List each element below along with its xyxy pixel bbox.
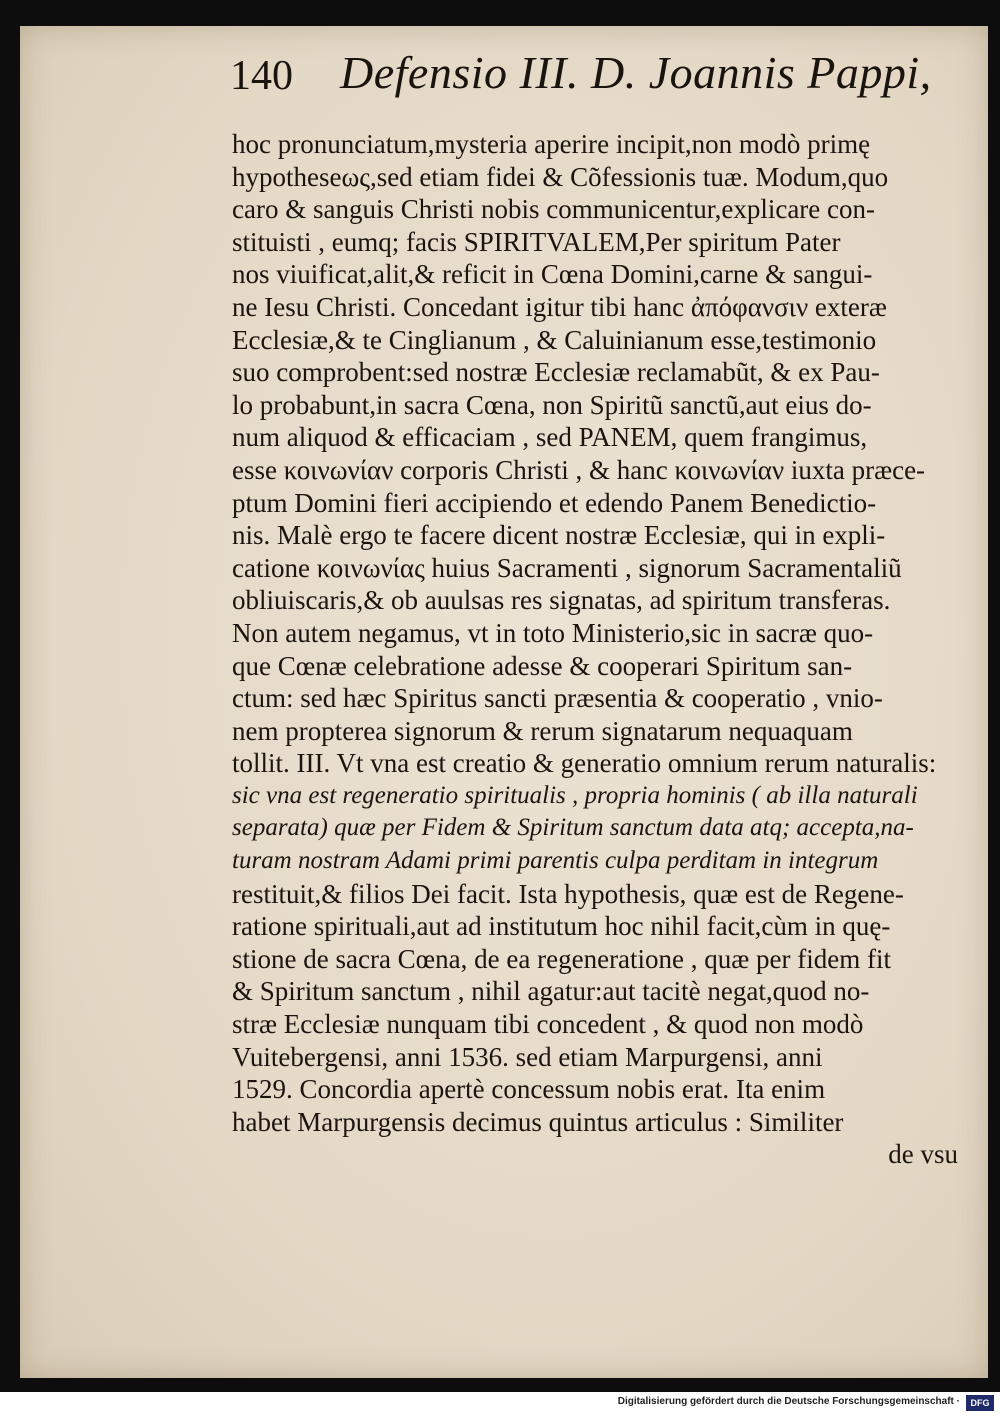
text-line: hoc pronunciatum,mysteria aperire incipit,non modò primę — [232, 129, 871, 159]
text-line: tollit. III. Vt vna est creatio & generatio omnium rerum naturalis: — [232, 748, 937, 779]
italic-text-line: separata) quæ per Fidem & Spiritum sanctum data atq; accepta,na- — [232, 814, 914, 842]
text-line: restituit,& filios Dei facit. Ista hypothesis, quæ est de Regene- — [232, 878, 904, 909]
text-line: hypotheseως,sed etiam fidei & Cõfessionis tuæ. Modum,quo — [232, 161, 889, 192]
text-line: obliuiscaris,& ob auulsas res signatas, ad spiritum transferas. — [232, 585, 891, 616]
page-number: 140 — [230, 53, 293, 99]
text-line: ne Iesu Christi. Concedant igitur tibi hanc ἀπόφανσιν exteræ — [232, 291, 887, 322]
text-line: Vuitebergensi, anni 1536. sed etiam Marpurgensi, anni — [232, 1041, 823, 1072]
page-header — [212, 44, 932, 114]
text-line: suo comprobent:sed nostræ Ecclesiæ reclamabũt, & ex Pau- — [232, 357, 880, 388]
italic-text-line: turam nostram Adami primi parentis culpa perditam in integrum — [232, 847, 879, 875]
dfg-logo-icon: DFG — [966, 1395, 994, 1411]
text-line: catione κοινωνίας huius Sacramenti , signorum Sacramentaliũ — [232, 552, 902, 583]
text-line: stione de sacra Cœna, de ea regeneratione , quæ per fidem fit — [232, 943, 891, 974]
funding-credit: Digitalisierung gefördert durch die Deutsche Forschungsgemeinschaft · — [617, 1396, 960, 1407]
footer-bar — [0, 1392, 1000, 1416]
italic-text-line: sic vna est regeneratio spiritualis , propria hominis ( ab illa naturali — [232, 781, 918, 809]
text-line: nos viuificat,alit,& reficit in Cœna Domini,carne & sangui- — [232, 259, 873, 290]
text-line: nem propterea signorum & rerum signatarum nequaquam — [232, 715, 853, 746]
text-line: lo probabunt,in sacra Cœna, non Spiritũ sanctũ,aut eius do- — [232, 389, 872, 420]
catchword: de vsu — [888, 1139, 958, 1170]
text-line: nis. Malè ergo te facere dicent nostræ Ecclesiæ, qui in expli- — [232, 520, 886, 551]
text-line: 1529. Concordia apertè concessum nobis erat. Ita enim — [232, 1074, 826, 1105]
text-line: Ecclesiæ,& te Cinglianum , & Caluinianum esse,testimonio — [232, 324, 877, 355]
body-text — [232, 128, 964, 1171]
text-line: stituisti , eumq; facis SPIRITVALEM,Per spiritum Pater — [232, 226, 841, 257]
text-line: ctum: sed hæc Spiritus sancti præsentia & cooperatio , vnio- — [232, 683, 883, 714]
text-line: stræ Ecclesiæ nunquam tibi concedent , & quod non modò — [232, 1009, 864, 1040]
text-line: habet Marpurgensis decimus quintus articulus : Similiter — [232, 1106, 844, 1137]
text-line: caro & sanguis Christi nobis communicentur,explicare con- — [232, 194, 876, 225]
text-line: ratione spirituali,aut ad institutum hoc nihil facit,cùm in quę- — [232, 911, 891, 942]
text-line: esse κοινωνίαν corporis Christi , & hanc κοινωνίαν iuxta præce- — [232, 454, 926, 485]
text-line: num aliquod & efficaciam , sed PANEM, quem frangimus, — [232, 422, 868, 453]
text-line: & Spiritum sanctum , nihil agatur:aut tacitè negat,quod no- — [232, 976, 870, 1007]
running-title: Defensio III. D. Joannis Pappi, — [340, 47, 932, 98]
text-line: ptum Domini fieri accipiendo et edendo Panem Benedictio- — [232, 487, 877, 518]
text-line: que Cœnæ celebratione adesse & cooperari Spiritum san- — [232, 650, 853, 681]
text-line: Non autem negamus, vt in toto Ministerio,sic in sacræ quo- — [232, 617, 874, 648]
